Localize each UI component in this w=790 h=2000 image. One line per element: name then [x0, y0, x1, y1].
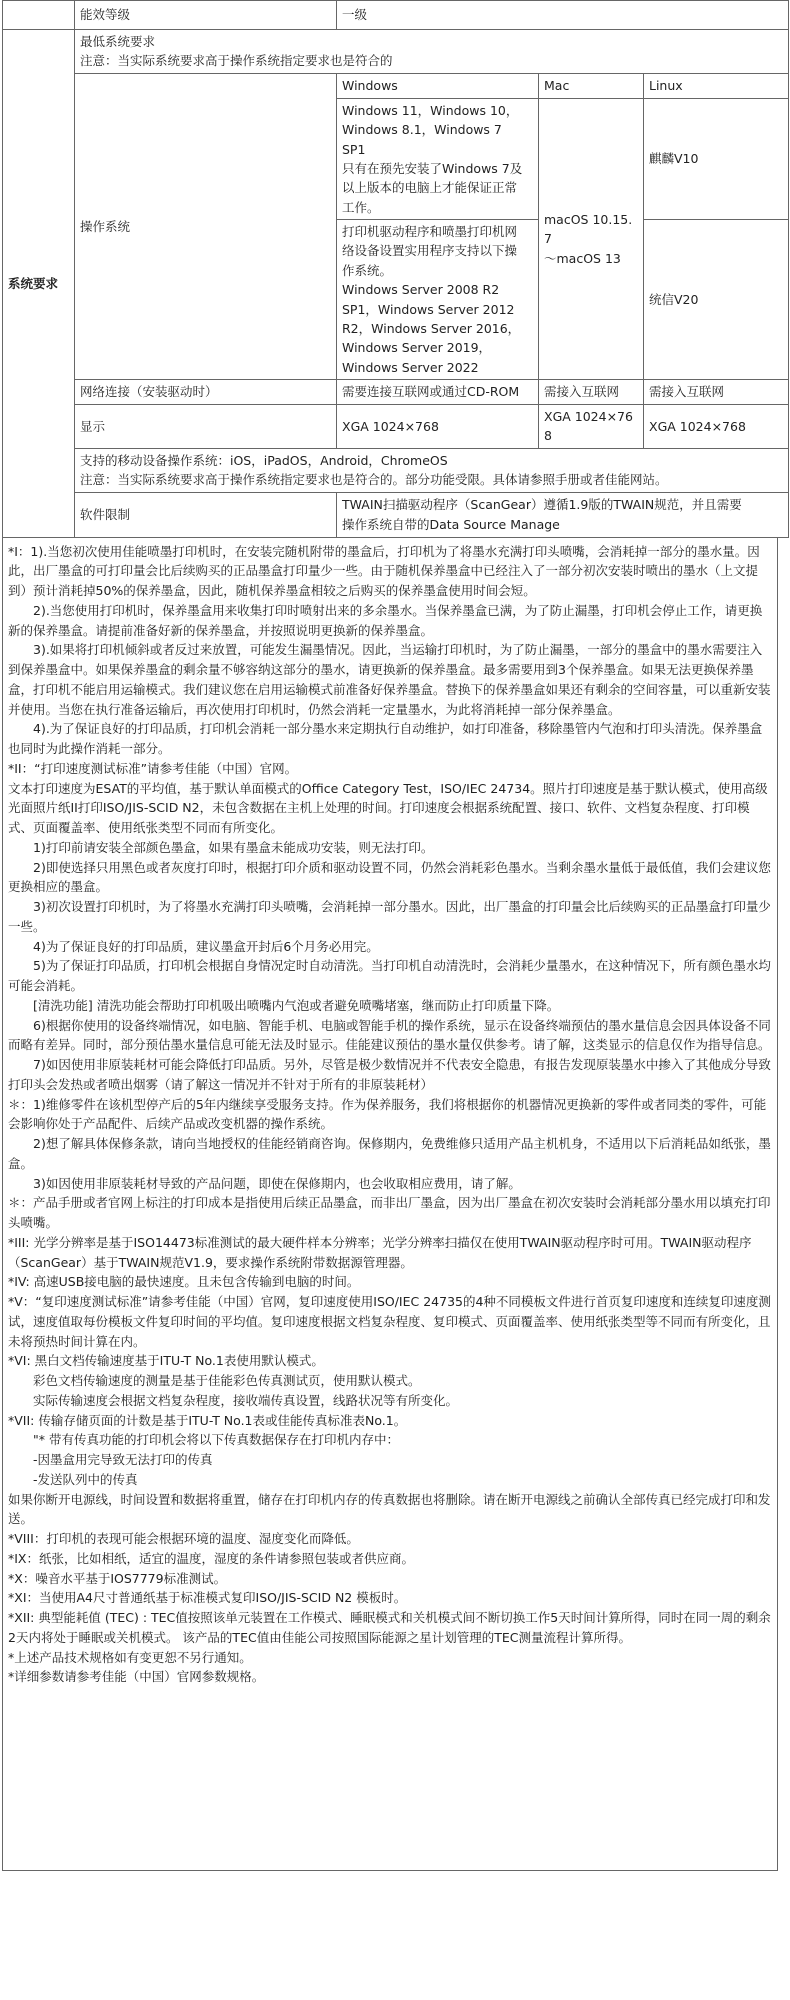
note-line: *VIII：打印机的表现可能会根据环境的温度、湿度变化而降低。: [8, 1531, 359, 1546]
header-linux: Linux: [644, 73, 789, 98]
mac-versions: macOS 10.15.7 ～macOS 13: [539, 98, 644, 379]
note-line: *XII: 典型能耗值 (TEC) : TEC值按照该单元装置在工作模式、睡眠模式和关机模式间不断切换工作5天时间计算所得，同时在同一周的剩余2天内将处于睡眠或关机模式。 该产品的TEC值由佳能公司按照国际能源之星计划管理的TEC测量流程计算所得。: [8, 1610, 771, 1645]
note-line: *V：“复印速度测试标准”请参考佳能（中国）官网，复印速度使用ISO/IEC 24735的4种不同模板文件进行首页复印速度和连续复印速度测试，速度值取每份模板文件复印时间的平均值。复印速度根据文档复杂程度、复印模式、页面覆盖率、使用纸张类型等不同而有所变化，且未将预热时间计算在内。: [8, 1294, 771, 1349]
network-mac: 需接入互联网: [539, 380, 644, 405]
spec-table: [2, 0, 789, 538]
note-line: *XI：当使用A4尺寸普通纸基于标准模式复印ISO/JIS-SCID N2 模板时。: [8, 1590, 407, 1606]
note-line: "* 带有传真功能的打印机会将以下传真数据保存在打印机内存中：: [33, 1432, 399, 1448]
note-line: *X：噪音水平基于IOS7779标准测试。: [8, 1570, 227, 1586]
note-line: 3).如果将打印机倾斜或者反过来放置，可能发生漏墨情况。因此，当运输打印机时，为了防止漏墨，一部分的墨盒中的墨水需要注入到保养墨盒中。如果保养墨盒的剩余量不够容纳这部分的墨水，请更换新的保养墨盒。最多需要用到3个保养墨盒。如果无法更换保养墨盒，打印机不能启用运输模式。我们建议您在启用运输模式前准备好保养墨盒。替换下的保养墨盒如果还有剩余的空间容量，可以重新安装并使用。当您在执行准备运输后，再次使用打印机时，仍然会消耗一定量墨水，为此将消耗掉一部分保养墨盒。: [8, 642, 771, 717]
windows-server-list: 打印机驱动程序和喷墨打印机网 络设备设置实用程序支持以下操 作系统。 Windows Server 2008 R2 SP1，Windows Server 2012 R2，Windows Server 2016， Windows Server 2019， Windows Server 2022: [337, 220, 539, 380]
note-line: *III: 光学分辨率是基于ISO14473标准测试的最大硬件样本分辨率；光学分辨率扫描仅在使用TWAIN驱动程序时可用。TWAIN驱动程序（ScanGear）基于TWAIN规范V1.9，要求操作系统附带数据源管理器。: [8, 1234, 752, 1270]
os-label: 操作系统: [75, 73, 337, 379]
note-line: 实际传输速度会根据文档复杂程度，接收端传真设置，线路状况等有所变化。: [33, 1392, 459, 1408]
note-line: *VI: 黑白文档传输速度基于ITU-T No.1表使用默认模式。: [8, 1353, 324, 1369]
note-line: *上述产品技术规格如有变更恕不另行通知。: [8, 1649, 252, 1665]
note-line: *VII: 传输存储页面的计数是基于ITU-T No.1表或佳能传真标准表No.1。: [8, 1412, 407, 1428]
energy-label: 能效等级: [75, 1, 337, 30]
note-line: ＊：产品手册或者官网上标注的打印成本是指使用后续正品墨盒，而非出厂墨盒，因为出厂墨盒在初次安装时会消耗部分墨水用以填充打印头喷嘴。: [8, 1195, 771, 1230]
note-line: *IX：纸张，比如相纸，适宜的温度，湿度的条件请参照包装或者供应商。: [8, 1550, 415, 1566]
note-line: 4).为了保证良好的打印品质，打印机会消耗一部分墨水来定期执行自动维护，如打印准备，移除墨管内气泡和打印头清洗。保养墨盒也同时为此操作消耗一部分。: [8, 721, 763, 756]
header-windows: Windows: [337, 73, 539, 98]
note-line: 6)根据你使用的设备终端情况，如电脑、智能手机、电脑或智能手机的操作系统，显示在设备终端预估的墨水量信息会因具体设备不同而略有差异。同时，部分预估墨水量信息可能无法及时显示。佳能建议预估的墨水量仅供参考。请了解，这类显示的信息仅作为指导信息。: [8, 1017, 771, 1053]
category-label: 系统要求: [3, 30, 75, 538]
network-windows: 需要连接互联网或通过CD-ROM: [337, 380, 539, 405]
note-line: 1)打印前请安装全部颜色墨盒，如果有墨盒未能成功安装，则无法打印。: [33, 839, 434, 855]
note-line: 3)初次设置打印机时，为了将墨水充满打印头喷嘴，会消耗掉一部分墨水。因此，出厂墨盒的打印量会比后续购买的正品墨盒打印量少一些。: [8, 899, 771, 934]
display-linux: XGA 1024×768: [644, 405, 789, 449]
linux-uos: 统信V20: [644, 220, 789, 380]
display-mac: XGA 1024×768: [539, 405, 644, 449]
windows-client-list: Windows 11，Windows 10， Windows 8.1，Windows 7 SP1 只有在预先安装了Windows 7及 以上版本的电脑上才能保证正常 工作。: [337, 98, 539, 219]
note-line: -发送队列中的传真: [33, 1471, 138, 1487]
linux-kylin: 麒麟V10: [644, 98, 789, 219]
note-line: *IV: 高速USB接电脑的最快速度。且未包含传输到电脑的时间。: [8, 1274, 360, 1290]
note-line: *II：“打印速度测试标准”请参考佳能（中国）官网。: [8, 760, 298, 776]
software-label: 软件限制: [75, 492, 337, 537]
mobile-os-info: 支持的移动设备操作系统：iOS，iPadOS，Android，ChromeOS 注意：当实际系统要求高于操作系统指定要求也是符合的。部分功能受限。具体请参照手册或者佳能网站。: [75, 448, 789, 492]
note-line: 2).当您使用打印机时，保养墨盒用来收集打印时喷射出来的多余墨水。当保养墨盒已满，为了防止漏墨，打印机会停止工作，请更换新的保养墨盒。请提前准备好新的保养墨盒，并按照说明更换新的保养墨盒。: [8, 602, 763, 638]
note-line: *详细参数请参考佳能（中国）官网参数规格。: [8, 1669, 265, 1685]
min-req-note: 注意：当实际系统要求高于操作系统指定要求也是符合的: [80, 53, 393, 69]
network-label: 网络连接（安装驱动时）: [75, 380, 337, 405]
display-label: 显示: [75, 405, 337, 449]
header-mac: Mac: [539, 73, 644, 98]
note-line: [清洗功能] 清洗功能会帮助打印机吸出喷嘴内气泡或者避免喷嘴堵塞，继而防止打印质量下降。: [33, 997, 560, 1013]
note-line: 如果你断开电源线，时间设置和数据将重置，储存在打印机内存的传真数据也将删除。请在断开电源线之前确认全部传真已经完成打印和发送。: [8, 1491, 771, 1527]
footnotes: [2, 538, 778, 1871]
note-line: 2)想了解具体保修条款，请向当地授权的佳能经销商咨询。保修期内，免费维修只适用产品主机机身，不适用以下后消耗品如纸张，墨盒。: [8, 1136, 771, 1171]
min-req-title: 最低系统要求: [80, 34, 156, 49]
note-line: 2)即使选择只用黑色或者灰度打印时，根据打印介质和驱动设置不同，仍然会消耗彩色墨水。当剩余墨水量低于最低值，我们会建议您更换相应的墨盒。: [8, 859, 771, 895]
software-value: TWAIN扫描驱动程序（ScanGear）遵循1.9版的TWAIN规范，并且需要 操作系统自带的Data Source Manage: [337, 492, 789, 537]
note-line: 彩色文档传输速度的测量是基于佳能彩色传真测试页，使用默认模式。: [33, 1373, 421, 1388]
note-line: ＊：1)维修零件在该机型停产后的5年内继续享受服务支持。作为保养服务，我们将根据你的机器情况更换新的零件或者同类的零件，可能会影响你处于产品配件、后续产品或改变机器的操作系统。: [8, 1096, 767, 1132]
note-line: -因墨盒用完导致无法打印的传真: [33, 1452, 213, 1467]
note-line: 7)如因使用非原装耗材可能会降低打印品质。另外，尽管是极少数情况并不代表安全隐患，有报告发现原装墨水中掺入了其他成分导致打印头会发热或者喷出烟雾（请了解这一情况并不针对于所有的非原装耗材）: [8, 1057, 771, 1092]
note-line: 5)为了保证打印品质，打印机会根据自身情况定时自动清洗。当打印机自动清洗时，会消耗少量墨水，在这种情况下，所有颜色墨水均可能会消耗。: [8, 958, 771, 993]
display-windows: XGA 1024×768: [337, 405, 539, 449]
note-line: *I：1).当您初次使用佳能喷墨打印机时，在安装完随机附带的墨盒后，打印机为了将墨水充满打印头喷嘴，会消耗掉一部分的墨水量。因此，出厂墨盒的可打印量会比后续购买的正品墨盒打印量少一些。由于随机保养墨盒中已经注入了一部分初次安装时喷出的墨水（上文提到）预计消耗掉50%的保养墨盒，因此，随机保养墨盒相较之后购买的保养墨盒使用时间会短。: [8, 543, 760, 598]
energy-row: [3, 1, 789, 30]
network-linux: 需接入互联网: [644, 380, 789, 405]
note-line: 4)为了保证良好的打印品质，建议墨盒开封后6个月务必用完。: [33, 938, 379, 954]
note-line: 3)如因使用非原装耗材导致的产品问题，即使在保修期内，也会收取相应费用，请了解。: [33, 1175, 521, 1191]
energy-value: 一级: [337, 1, 789, 30]
note-line: 文本打印速度为ESAT的平均值，基于默认单面模式的Office Category Test，ISO/IEC 24734。照片打印速度是基于默认模式，使用高级光面照片纸II打印ISO/JIS-SCID N2，未包含数据在主机上处理的时间。打印速度会根据系统配置、接口、软件、文档复杂程度、打印模式、页面覆盖率、使用纸张类型不同而有所变化。: [8, 780, 768, 835]
